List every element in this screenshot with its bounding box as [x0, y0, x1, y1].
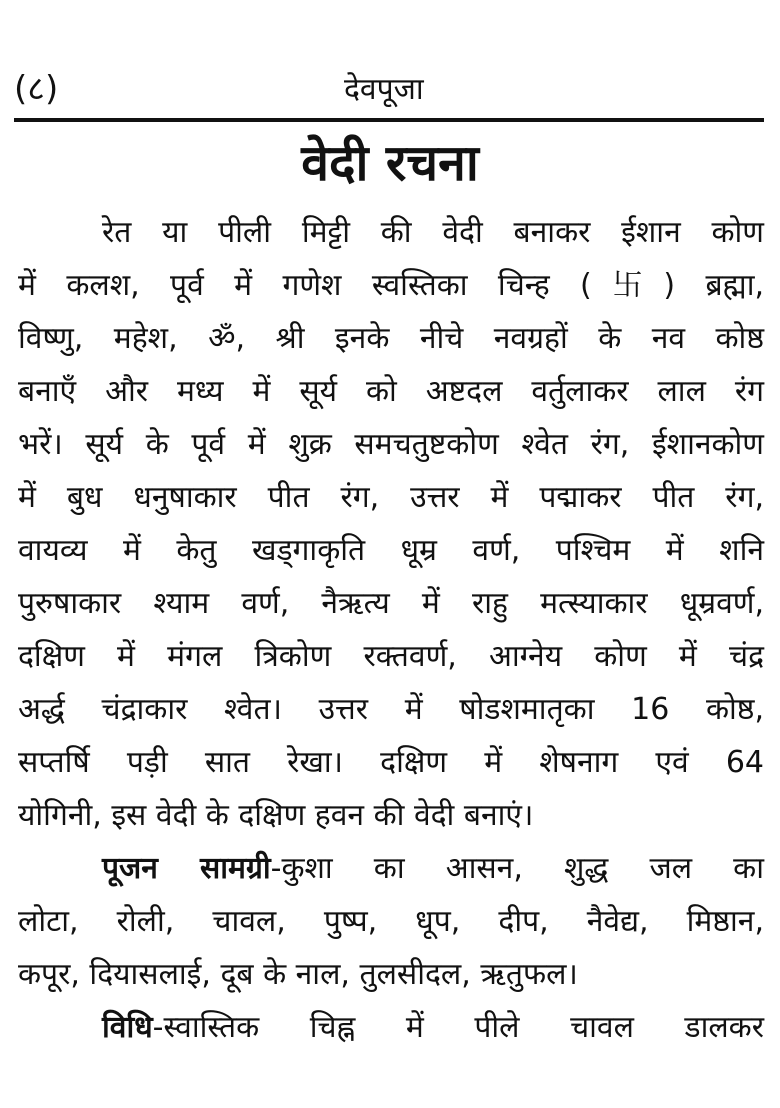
pujan-samagri-label: पूजन सामग्री	[102, 851, 271, 886]
text-line: सप्तर्षि पड़ी सात रेखा। दक्षिण में शेषनाग एवं 64	[18, 745, 764, 780]
text-line: भरें। सूर्य के पूर्व में शुक्र समचतुष्टकोण श्वेत रंग, ईशानकोण	[18, 427, 764, 462]
pujan-samagri-text: -कुशा का आसन, शुद्ध जल का	[270, 851, 764, 886]
body-text	[18, 206, 764, 1054]
header-rule	[14, 118, 764, 122]
text-line: बनाएँ और मध्य में सूर्य को अष्टदल वर्तुलाकर लाल रंग	[18, 374, 764, 409]
vidhi-label: विधि	[102, 1010, 153, 1045]
vidhi-line	[18, 1001, 764, 1054]
text-line: दक्षिण में मंगल त्रिकोण रक्तवर्ण, आग्नेय कोण में चंद्र	[18, 639, 764, 674]
section-title: वेदी रचना	[301, 134, 479, 192]
text-line: अर्द्ध चंद्राकार श्वेत। उत्तर में षोडशमातृका 16 कोष्ठ,	[18, 692, 764, 727]
running-title: देवपूजा	[344, 72, 424, 107]
page-number: (८)	[14, 69, 59, 109]
text-line: में कलश, पूर्व में गणेश स्वस्तिका चिन्ह (卐) ब्रह्मा,	[18, 268, 764, 303]
text-line: लोटा, रोली, चावल, पुष्प, धूप, दीप, नैवेद्य, मिष्ठान,	[18, 904, 764, 939]
text-line: विष्णु, महेश, ॐ, श्री इनके नीचे नवग्रहों के नव कोष्ठ	[18, 321, 764, 356]
vidhi-text: -स्वास्तिक चिह्न में पीले चावल डालकर	[152, 1010, 764, 1045]
text-line: पुरुषाकार श्याम वर्ण, नैऋत्य में राहु मत्स्याकार धूम्रवर्ण,	[18, 586, 764, 621]
text-line: में बुध धनुषाकार पीत रंग, उत्तर में पद्माकर पीत रंग,	[18, 480, 764, 515]
pujan-samagri-line	[18, 842, 764, 895]
text-line: रेत या पीली मिट्टी की वेदी बनाकर ईशान कोण	[102, 215, 764, 250]
text-line: योगिनी, इस वेदी के दक्षिण हवन की वेदी बनाएं।	[18, 798, 534, 833]
text-line: कपूर, दियासलाई, दूब के नाल, तुलसीदल, ऋतुफल।	[18, 957, 578, 992]
page-header	[14, 66, 764, 120]
text-line: वायव्य में केतु खड्गाकृति धूम्र वर्ण, पश्चिम में शनि	[18, 533, 764, 568]
